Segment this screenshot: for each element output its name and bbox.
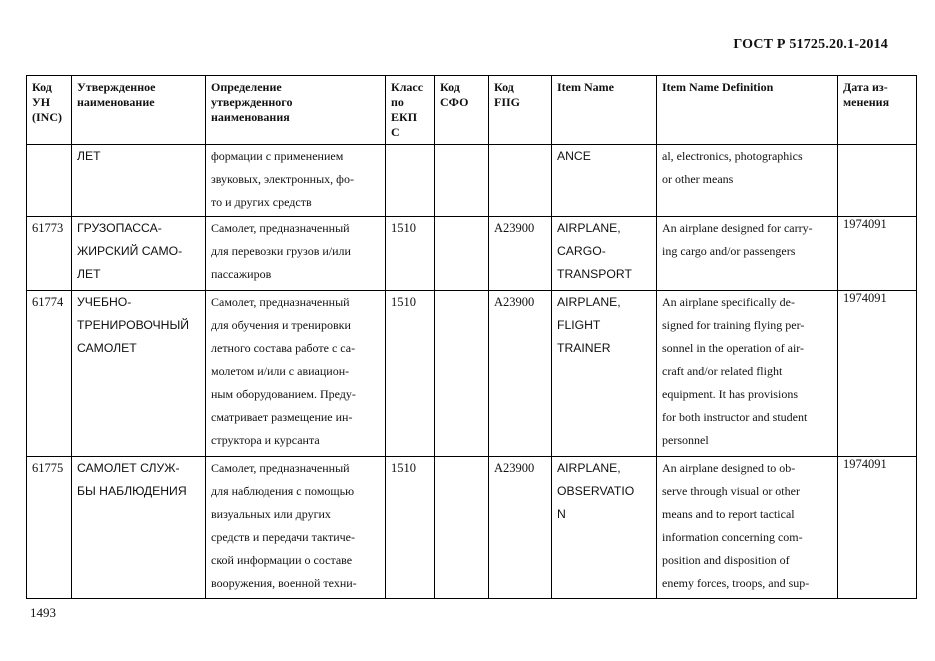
cell-fiig: A23900 xyxy=(489,457,552,599)
cell-fiig xyxy=(489,145,552,217)
cell-name: ГРУЗОПАССА- ЖИРСКИЙ САМО- ЛЕТ xyxy=(72,217,206,291)
column-header-date: Дата из- менения xyxy=(838,76,917,145)
table-row xyxy=(27,291,917,457)
column-header-code: Код УН (INC) xyxy=(27,76,72,145)
cell-date xyxy=(838,145,917,217)
cell-definition: Самолет, предназначенный для наблюдения с помощью визуальных или других средств и передачи тактиче- ской информации о составе вооружения, военной техни- xyxy=(206,457,386,599)
cell-definition: Самолет, предназначенный для перевозки грузов и/или пассажиров xyxy=(206,217,386,291)
cell-item-definition: An airplane designed to ob- serve through visual or other means and to report tactical information concerning com- position and disposition of enemy forces, troops, and sup- xyxy=(657,457,838,599)
cell-item-definition: An airplane designed for carry- ing cargo and/or passengers xyxy=(657,217,838,291)
cell-fiig: A23900 xyxy=(489,291,552,457)
cell-date: 1974091 xyxy=(838,217,917,291)
cell-code: 61775 xyxy=(27,457,72,599)
column-header-class: Класс по ЕКП С xyxy=(386,76,435,145)
cell-class: 1510 xyxy=(386,291,435,457)
column-header-item-definition: Item Name Definition xyxy=(657,76,838,145)
cell-definition: формации с применением звуковых, электронных, фо- то и других средств xyxy=(206,145,386,217)
table-row xyxy=(27,217,917,291)
specification-table xyxy=(26,75,917,599)
cell-code xyxy=(27,145,72,217)
cell-item-name: AIRPLANE, FLIGHT TRAINER xyxy=(552,291,657,457)
column-header-fiig: Код FIIG xyxy=(489,76,552,145)
cell-item-name: ANCE xyxy=(552,145,657,217)
cell-class: 1510 xyxy=(386,217,435,291)
cell-sfo xyxy=(435,145,489,217)
document-code: ГОСТ Р 51725.20.1-2014 xyxy=(733,37,888,52)
table-header-row xyxy=(27,76,917,145)
cell-item-definition: al, electronics, photographics or other means xyxy=(657,145,838,217)
cell-date: 1974091 xyxy=(838,457,917,599)
cell-name: УЧЕБНО- ТРЕНИРОВОЧНЫЙ САМОЛЕТ xyxy=(72,291,206,457)
table-row xyxy=(27,457,917,599)
cell-code: 61774 xyxy=(27,291,72,457)
cell-definition: Самолет, предназначенный для обучения и тренировки летного состава работе с са- молетом и/или с авиацион- ным оборудованием. Преду- сматривает размещение ин- структора и курсанта xyxy=(206,291,386,457)
cell-item-definition: An airplane specifically de- signed for training flying per- sonnel in the operation of air- craft and/or related flight equipment. It has provisions for both instructor and student personnel xyxy=(657,291,838,457)
cell-item-name: AIRPLANE, OBSERVATIO N xyxy=(552,457,657,599)
page-number: 1493 xyxy=(30,605,56,620)
table-row xyxy=(27,145,917,217)
cell-sfo xyxy=(435,291,489,457)
column-header-name: Утвержденное наименование xyxy=(72,76,206,145)
column-header-definition: Определение утвержденного наименования xyxy=(206,76,386,145)
cell-class xyxy=(386,145,435,217)
cell-code: 61773 xyxy=(27,217,72,291)
cell-name: ЛЕТ xyxy=(72,145,206,217)
cell-date: 1974091 xyxy=(838,291,917,457)
cell-class: 1510 xyxy=(386,457,435,599)
cell-sfo xyxy=(435,217,489,291)
cell-item-name: AIRPLANE, CARGO- TRANSPORT xyxy=(552,217,657,291)
column-header-sfo: Код СФО xyxy=(435,76,489,145)
cell-sfo xyxy=(435,457,489,599)
cell-fiig: A23900 xyxy=(489,217,552,291)
column-header-item-name: Item Name xyxy=(552,76,657,145)
cell-name: САМОЛЕТ СЛУЖ- БЫ НАБЛЮДЕНИЯ xyxy=(72,457,206,599)
